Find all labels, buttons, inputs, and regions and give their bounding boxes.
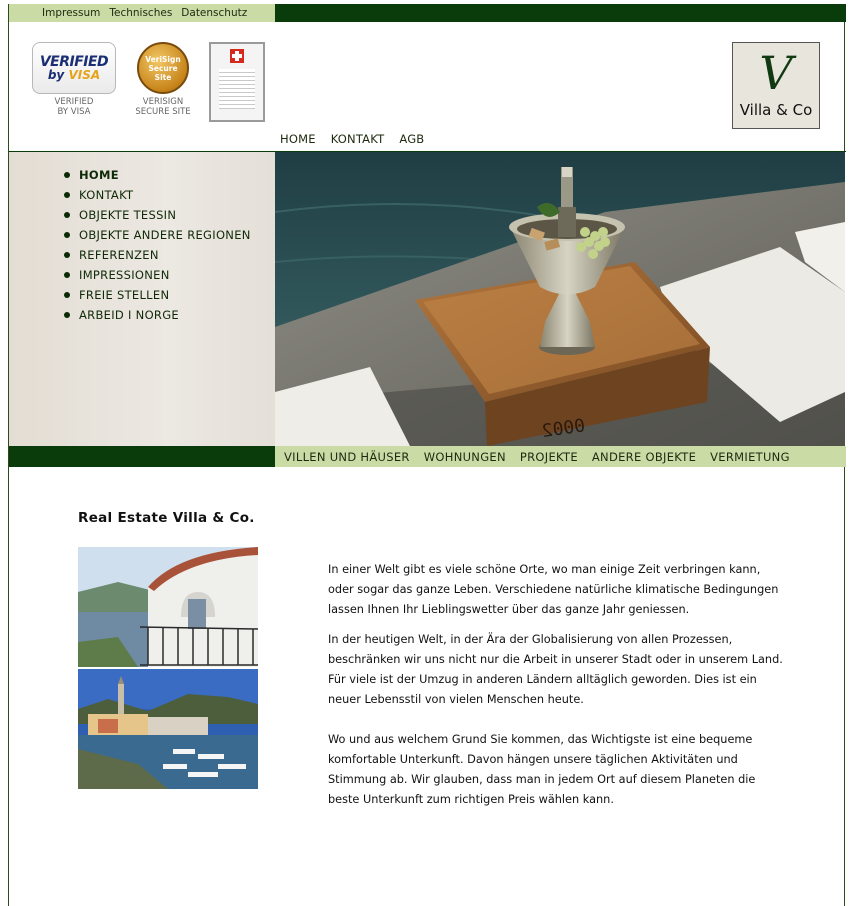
sidebar-item-impressionen[interactable]: IMPRESSIONEN bbox=[64, 265, 251, 285]
sidebar bbox=[9, 152, 275, 446]
paragraph: In einer Welt gibt es viele schöne Orte, wo man einige Zeit verbringen kann, oder sogar das ganze Leben. Verschiedene natürliche klimatische Bedingungen lassen Ihnen Ihr Lieblingswetter über das ganze Jahr geniessen. bbox=[328, 563, 779, 616]
certificate-text-lines bbox=[219, 69, 255, 109]
top-nav-home[interactable]: HOME bbox=[280, 132, 316, 146]
harbour-town-photo bbox=[78, 669, 258, 789]
swiss-certificate-badge[interactable] bbox=[209, 42, 265, 122]
logo-monogram: V bbox=[759, 46, 793, 100]
top-nav-agb[interactable]: AGB bbox=[399, 132, 425, 146]
page-title: Real Estate Villa & Co. bbox=[78, 510, 255, 526]
top-nav-kontakt[interactable]: KONTAKT bbox=[330, 132, 385, 146]
paragraph: In der heutigen Welt, in der Ära der Globalisierung von allen Prozessen, beschränken wir uns nicht nur die Arbeit in unserer Stadt oder in unserem Land. Für viele ist der Umzug in anderen Ländern alltäglich geworden. Dies ist ein neuer Lebensstil von vielen Menschen heute. bbox=[328, 633, 783, 706]
bullet-icon bbox=[64, 252, 70, 258]
visa-logo: VERIFIED by VISA bbox=[32, 42, 116, 94]
verified-by-visa-badge[interactable] bbox=[32, 42, 116, 117]
category-wohnungen[interactable]: WOHNUNGEN bbox=[423, 449, 506, 464]
bullet-icon bbox=[64, 172, 70, 178]
bullet-icon bbox=[64, 292, 70, 298]
intro-text bbox=[328, 560, 788, 820]
swiss-cross-icon bbox=[230, 49, 244, 63]
hero-image bbox=[275, 152, 845, 446]
visa-caption: VERIFIED BY VISA bbox=[54, 97, 94, 117]
category-vermietung[interactable]: VERMIETUNG bbox=[710, 449, 790, 464]
logo-name: Villa & Co bbox=[739, 101, 813, 119]
verisign-badge[interactable] bbox=[134, 42, 192, 117]
sidebar-item-arbeid-i-norge[interactable]: ARBEID I NORGE bbox=[64, 305, 251, 325]
bullet-icon bbox=[64, 232, 70, 238]
sidebar-item-kontakt[interactable]: KONTAKT bbox=[64, 185, 251, 205]
villa-co-logo[interactable] bbox=[732, 42, 820, 129]
sidebar-item-home[interactable]: HOME bbox=[64, 165, 251, 185]
sidebar-item-objekte-tessin[interactable]: OBJEKTE TESSIN bbox=[64, 205, 251, 225]
bullet-icon bbox=[64, 212, 70, 218]
bullet-icon bbox=[64, 192, 70, 198]
utility-bar bbox=[9, 4, 846, 22]
category-bar bbox=[9, 446, 846, 467]
sidebar-item-freie-stellen[interactable]: FREIE STELLEN bbox=[64, 285, 251, 305]
impressum-link[interactable]: Impressum bbox=[42, 7, 101, 19]
verisign-seal-icon: VeriSign Secure Site bbox=[137, 42, 189, 94]
page-frame bbox=[8, 4, 845, 906]
category-projekte[interactable]: PROJEKTE bbox=[519, 449, 578, 464]
datenschutz-link[interactable]: Datenschutz bbox=[181, 7, 248, 19]
bullet-icon bbox=[64, 312, 70, 318]
category-villen-und-haeuser[interactable]: VILLEN UND HÄUSER bbox=[284, 449, 410, 464]
sidebar-item-objekte-andere-regionen[interactable]: OBJEKTE ANDERE REGIONEN bbox=[64, 225, 251, 245]
hero-photo-champagne-tray bbox=[275, 152, 845, 446]
verisign-caption: VERISIGN SECURE SITE bbox=[135, 97, 191, 117]
category-andere-objekte[interactable]: ANDERE OBJEKTE bbox=[591, 449, 697, 464]
tray-number: 0002 bbox=[540, 415, 587, 443]
villa-balcony-photo bbox=[78, 547, 258, 667]
top-nav bbox=[280, 132, 424, 146]
utility-links bbox=[9, 4, 275, 22]
bullet-icon bbox=[64, 272, 70, 278]
paragraph: Wo und aus welchem Grund Sie kommen, das Wichtigste ist eine bequeme komfortable Unterkunft. Davon hängen unsere täglichen Aktivitäten und Stimmung ab. Wir glauben, dass man in jedem Ort auf diesem Planeten die beste Unterkunft zum richtigen Preis wählen kann. bbox=[328, 733, 756, 806]
sidebar-item-referenzen[interactable]: REFERENZEN bbox=[64, 245, 251, 265]
technisches-link[interactable]: Technisches bbox=[109, 7, 173, 19]
category-nav bbox=[275, 446, 846, 467]
